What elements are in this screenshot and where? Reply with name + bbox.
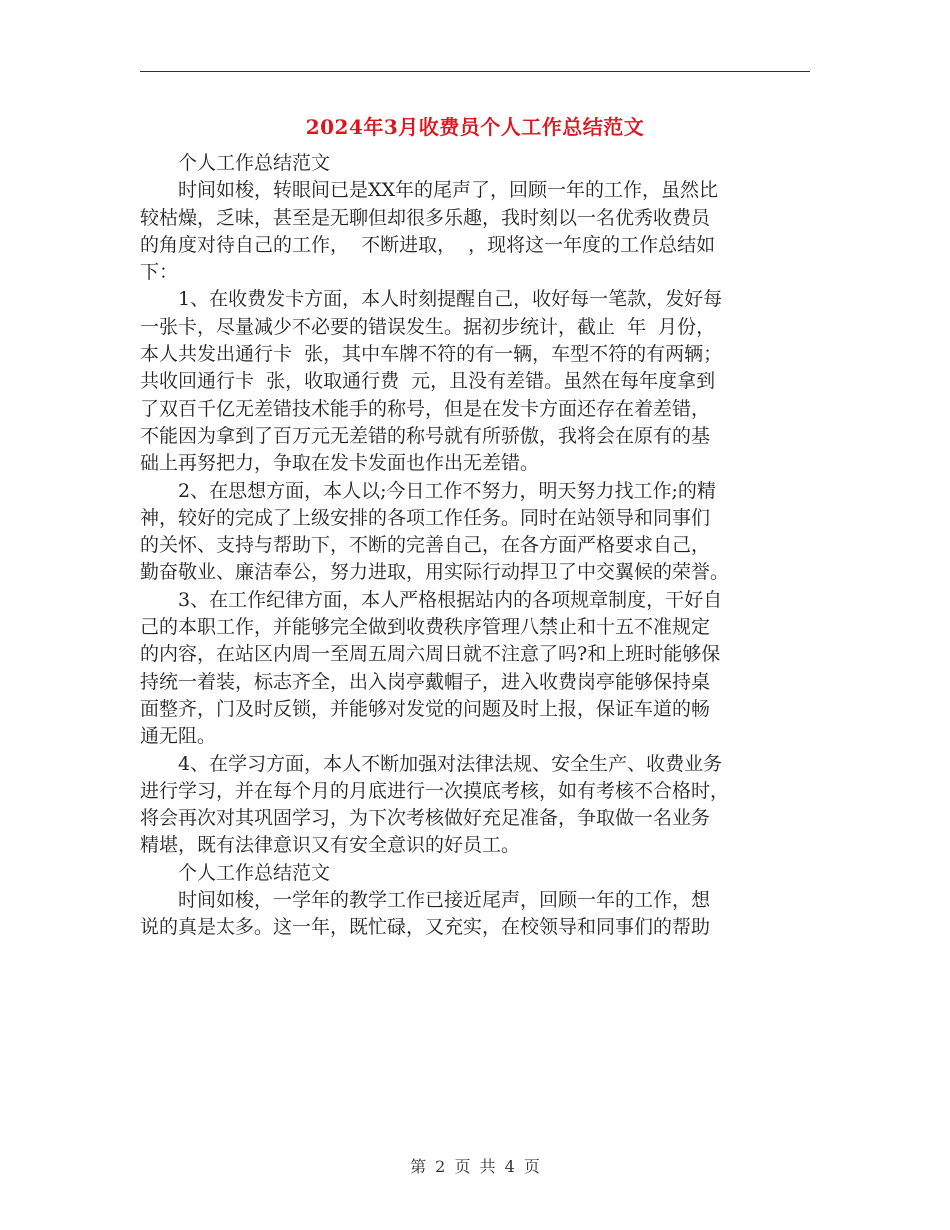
body-line: 不能因为拿到了百万元无差错的称号就有所骄傲，我将会在原有的基 <box>140 424 711 447</box>
header-rule <box>140 71 810 72</box>
document-body <box>140 150 810 942</box>
body-line: 础上再努把力，争取在发卡发面也作出无差错。 <box>140 452 540 475</box>
body-line: 了双百千亿无差错技术能手的称号，但是在发卡方面还存在着差错， <box>140 397 711 420</box>
body-line: 2、在思想方面，本人以;今日工作不努力，明天努力找工作;的精 <box>140 479 716 502</box>
body-line: 将会再次对其巩固学习，为下次考核做好充足准备，争取做一名业务 <box>140 807 711 830</box>
body-line: 己的本职工作，并能够完全做到收费秩序管理八禁止和十五不准规定 <box>140 616 711 639</box>
body-line: 1、在收费发卡方面，本人时刻提醒自己，收好每一笔款，发好每 <box>140 288 723 311</box>
body-line: 的角度对待自己的工作， 不断进取， ，现将这一年度的工作总结如 <box>140 233 716 256</box>
body-line: 个人工作总结范文 <box>140 152 331 174</box>
body-line: 进行学习，并在每个月的月底进行一次摸底考核，如有考核不合格时， <box>140 779 730 802</box>
body-line: 神，较好的完成了上级安排的各项工作任务。同时在站领导和同事们 <box>140 506 711 529</box>
document-title: 2024年3月收费员个人工作总结范文 <box>305 115 645 139</box>
body-line: 本人共发出通行卡 张，其中车牌不符的有一辆，车型不符的有两辆； <box>140 343 723 366</box>
body-line: 4、在学习方面，本人不断加强对法律法规、安全生产、收费业务 <box>140 752 723 775</box>
body-line: 共收回通行卡 张，收取通行费 元，且没有差错。虽然在每年度拿到 <box>140 370 716 393</box>
page-number-footer: 第 2 页 共 4 页 <box>410 1157 540 1176</box>
body-line: 勤奋敬业、廉洁奉公，努力进取，用实际行动捍卫了中交翼候的荣誉。 <box>140 561 730 584</box>
body-line: 时间如梭，转眼间已是XX年的尾声了，回顾一年的工作，虽然比 <box>140 179 719 202</box>
body-line: 的关怀、支持与帮助下，不断的完善自己，在各方面严格要求自己， <box>140 534 711 557</box>
body-line: 面整齐，门及时反锁，并能够对发觉的问题及时上报，保证车道的畅 <box>140 697 711 720</box>
body-line: 的内容，在站区内周一至周五周六周日就不注意了吗?和上班时能够保 <box>140 643 721 666</box>
body-line: 较枯燥，乏味，甚至是无聊但却很多乐趣，我时刻以一名优秀收费员 <box>140 206 711 229</box>
body-line: 个人工作总结范文 <box>140 861 331 884</box>
body-line: 持统一着装，标志齐全，出入岗亭戴帽子，进入收费岗亭能够保持桌 <box>140 670 711 693</box>
body-line: 时间如梭，一学年的教学工作已接近尾声，回顾一年的工作，想 <box>140 889 711 912</box>
body-line: 说的真是太多。这一年，既忙碌，又充实，在校领导和同事们的帮助 <box>140 916 711 939</box>
body-line: 通无阻。 <box>140 725 217 748</box>
body-line: 一张卡，尽量减少不必要的错误发生。据初步统计，截止 年 月份， <box>140 315 716 338</box>
body-line: 精堪，既有法律意识又有安全意识的好员工。 <box>140 834 521 857</box>
body-line: 下： <box>140 261 179 284</box>
body-line: 3、在工作纪律方面，本人严格根据站内的各项规章制度，干好自 <box>140 588 723 611</box>
